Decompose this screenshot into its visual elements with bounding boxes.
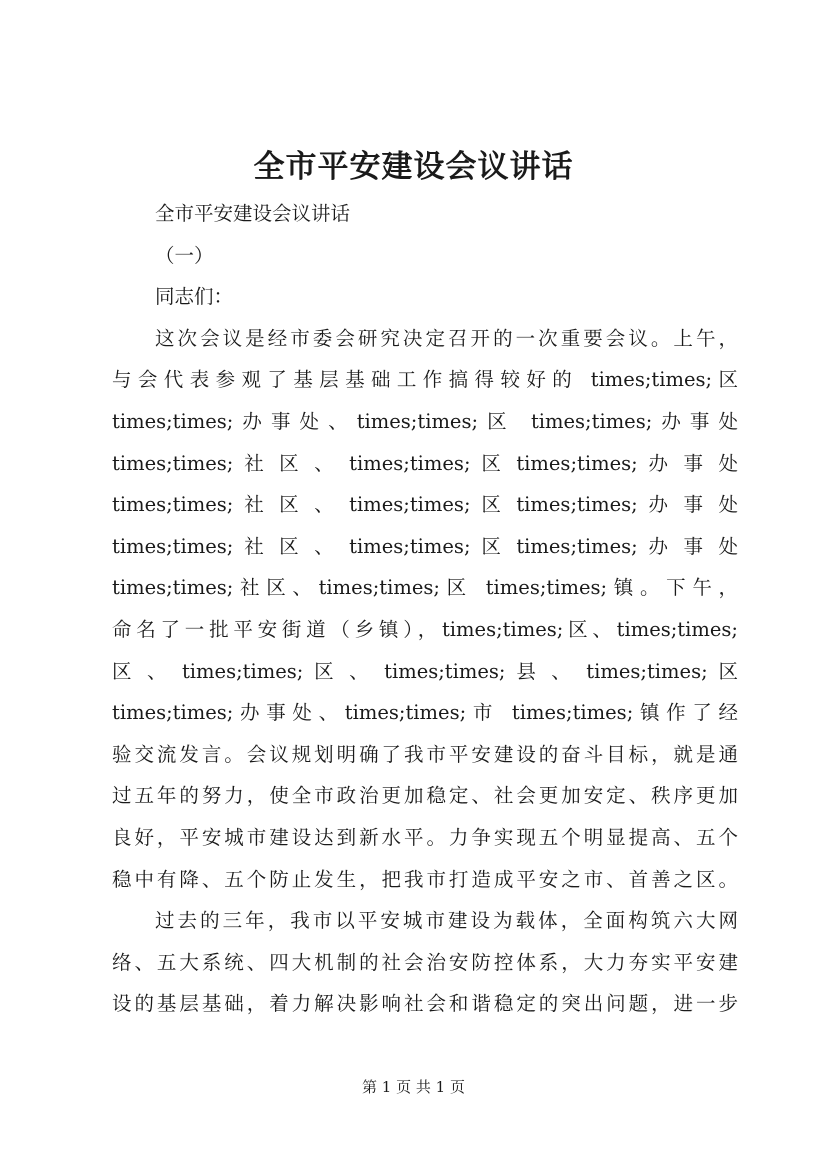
body-text-line: times;times;办事处、times;times;区 times;times;办事处 bbox=[112, 409, 738, 433]
body-text-line: 络、五大系统、四大机制的社会治安防控体系，大力夯实平安建 bbox=[112, 950, 738, 974]
body-text-line: 过去的三年，我市以平安城市建设为载体，全面构筑六大网 bbox=[155, 909, 738, 933]
body-text-line: 同志们： bbox=[155, 285, 234, 309]
body-text-line: 区 、 times;times; 区 、 times;times; 县 、 times;times; 区 bbox=[112, 659, 738, 683]
body-text-line: times;times; 社 区 、 times;times; 区 times;times; 办 事 处 bbox=[112, 493, 738, 517]
body-text-line: 全市平安建设会议讲话 bbox=[155, 202, 351, 225]
body-text-line: 验交流发言。会议规划明确了我市平安建设的奋斗目标，就是通 bbox=[112, 742, 738, 766]
document-title: 全市平安建设会议讲话 bbox=[253, 149, 574, 185]
document-body bbox=[112, 193, 738, 1025]
body-text-line: times;times; 社 区 、 times;times; 区 times;times; 办 事 处 bbox=[112, 451, 738, 475]
body-text-line: 过五年的努力，使全市政治更加稳定、社会更加安定、秩序更加 bbox=[112, 784, 738, 808]
body-text-line: times;times;社区、times;times;区 times;times;镇。下午， bbox=[112, 576, 738, 600]
body-text-line: 这次会议是经市委会研究决定召开的一次重要会议。上午， bbox=[155, 326, 738, 350]
body-text-line: 与会代表参观了基层基础工作搞得较好的 times;times;区 bbox=[112, 368, 738, 392]
body-text-line: 良好，平安城市建设达到新水平。力争实现五个明显提高、五个 bbox=[112, 825, 738, 849]
page-footer: 第 1 页 共 1 页 bbox=[362, 1078, 465, 1096]
body-text-line: （一） bbox=[155, 243, 214, 267]
body-text-line: 稳中有降、五个防止发生，把我市打造成平安之市、首善之区。 bbox=[112, 867, 738, 891]
body-text-line: times;times;办事处、times;times;市 times;times;镇作了经 bbox=[112, 701, 738, 725]
body-text-line: 设的基层基础，着力解决影响社会和谐稳定的突出问题，进一步 bbox=[112, 992, 738, 1016]
body-text-line: 命名了一批平安街道（乡镇），times;times;区、times;times; bbox=[112, 617, 738, 641]
body-text-line: times;times; 社 区 、 times;times; 区 times;times; 办 事 处 bbox=[112, 534, 738, 558]
